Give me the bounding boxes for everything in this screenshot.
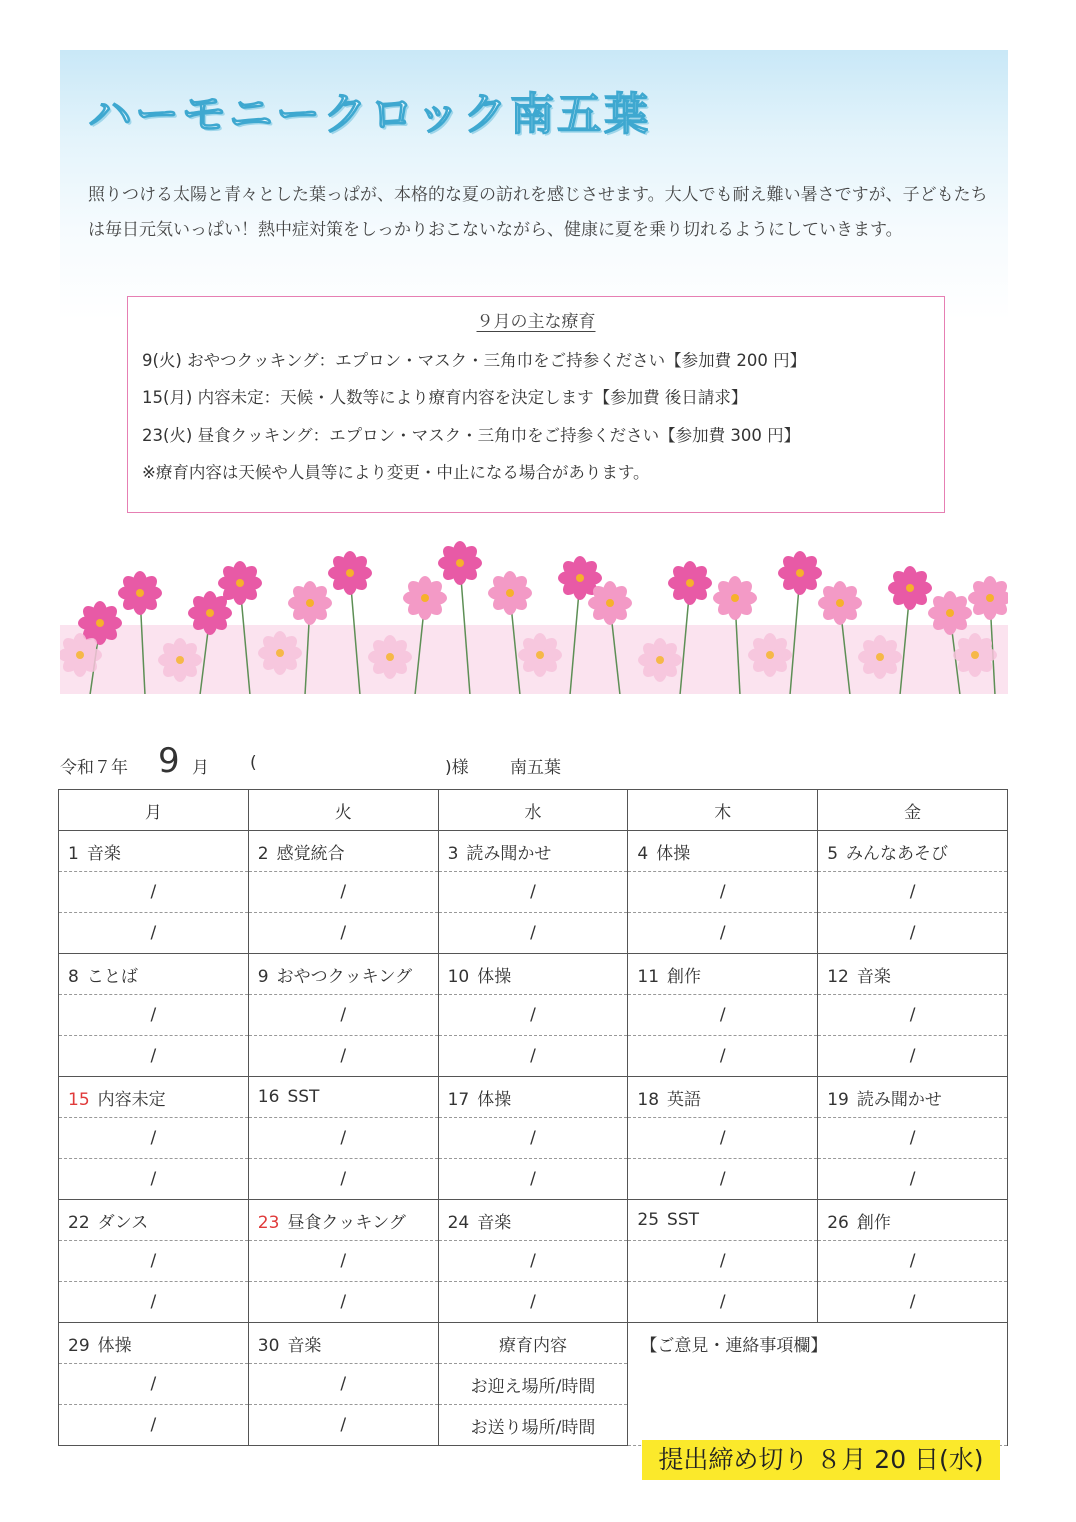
day-activity: 音楽 (477, 1212, 512, 1233)
day-cell (248, 954, 438, 995)
time-row (59, 1282, 1008, 1323)
day-cell (818, 1200, 1008, 1241)
day-number: 26 (827, 1212, 849, 1233)
page-title: ハーモニークロック南五葉 (88, 89, 652, 140)
day-cell (628, 1200, 818, 1241)
dropoff-time-field[interactable]: / (438, 1159, 628, 1200)
day-activity: 音楽 (287, 1335, 322, 1356)
weekday-header: 金 (818, 790, 1008, 831)
dropoff-time-field[interactable]: / (628, 1282, 818, 1323)
week-row (59, 831, 1008, 872)
day-activity: 体操 (477, 966, 512, 987)
dropoff-time-field[interactable]: / (59, 1282, 249, 1323)
dropoff-time-field[interactable]: / (248, 1282, 438, 1323)
day-activity: 読み聞かせ (856, 1089, 942, 1110)
notice-line-2: 15(月) 内容未定：天候・人数等により療育内容を決定します【参加費 後日請求】 (142, 388, 748, 407)
dropoff-time-field[interactable]: / (438, 1282, 628, 1323)
pickup-time-field[interactable]: / (818, 1118, 1008, 1159)
day-activity: みんなあそび (846, 843, 949, 864)
day-cell (628, 1077, 818, 1118)
time-row (59, 1118, 1008, 1159)
dropoff-time-field[interactable]: / (248, 1405, 438, 1446)
pickup-time-field[interactable]: / (818, 872, 1008, 913)
facility-name: 南五葉 (510, 758, 561, 778)
era-label: 令和７年 (60, 758, 128, 778)
day-cell (628, 954, 818, 995)
pickup-time-field[interactable]: / (248, 1118, 438, 1159)
pickup-time-field[interactable]: / (59, 872, 249, 913)
dropoff-time-field[interactable]: / (438, 1036, 628, 1077)
day-cell (248, 831, 438, 872)
month-label: 月 (192, 758, 209, 778)
day-number: 22 (68, 1212, 90, 1233)
day-number: 18 (637, 1089, 660, 1110)
header-banner (60, 50, 1008, 694)
time-row (59, 1036, 1008, 1077)
day-number: 17 (447, 1089, 470, 1110)
day-activity: 体操 (477, 1089, 512, 1110)
day-cell (438, 954, 628, 995)
pickup-time-field[interactable]: / (438, 872, 628, 913)
dropoff-time-field[interactable]: / (438, 913, 628, 954)
day-number: 23 (257, 1212, 280, 1233)
day-cell (438, 831, 628, 872)
pickup-time-field[interactable]: / (248, 872, 438, 913)
remarks-label: 【ご意見・連絡事項欄】 (640, 1336, 828, 1356)
name-close-sama: )様 (445, 758, 469, 778)
day-cell (59, 954, 249, 995)
legend-label: お送り場所/時間 (438, 1405, 628, 1446)
dropoff-time-field[interactable]: / (248, 1159, 438, 1200)
day-number: 19 (827, 1089, 849, 1110)
pickup-time-field[interactable]: / (438, 1118, 628, 1159)
pickup-time-field[interactable]: / (628, 995, 818, 1036)
dropoff-time-field[interactable]: / (59, 1405, 249, 1446)
day-number: 16 (257, 1087, 280, 1107)
day-number: 29 (68, 1335, 90, 1356)
pickup-time-field[interactable]: / (248, 1241, 438, 1282)
time-row (59, 913, 1008, 954)
legend-label: お迎え場所/時間 (438, 1364, 628, 1405)
pickup-time-field[interactable]: / (59, 1118, 249, 1159)
pickup-time-field[interactable]: / (818, 995, 1008, 1036)
day-number: 30 (257, 1335, 280, 1356)
day-number: 3 (447, 843, 459, 864)
day-activity: 英語 (667, 1089, 702, 1110)
weekday-header: 月 (59, 790, 249, 831)
day-number: 4 (637, 843, 649, 864)
weekday-header: 水 (438, 790, 628, 831)
dropoff-time-field[interactable]: / (248, 1036, 438, 1077)
weekday-header: 火 (248, 790, 438, 831)
pickup-time-field[interactable]: / (438, 995, 628, 1036)
dropoff-time-field[interactable]: / (818, 913, 1008, 954)
time-row (59, 1159, 1008, 1200)
day-activity: 体操 (656, 843, 691, 864)
day-activity: 音楽 (856, 966, 891, 987)
day-cell (248, 1323, 438, 1364)
notice-title: ９月の主な療育 (476, 312, 596, 332)
day-cell (248, 1200, 438, 1241)
time-row (59, 872, 1008, 913)
day-activity: 体操 (97, 1335, 132, 1356)
week-row (59, 1323, 1008, 1364)
day-cell (59, 1200, 249, 1241)
day-cell (59, 1077, 249, 1118)
day-number: 5 (827, 843, 839, 864)
time-row (59, 1241, 1008, 1282)
pickup-time-field[interactable]: / (59, 1364, 249, 1405)
day-activity: 創作 (856, 1212, 891, 1233)
day-activity: ダンス (97, 1212, 149, 1233)
dropoff-time-field[interactable]: / (818, 1159, 1008, 1200)
day-number: 9 (257, 966, 269, 987)
legend-label: 療育内容 (438, 1323, 628, 1364)
pickup-time-field[interactable]: / (628, 1118, 818, 1159)
intro-text: 照りつける太陽と青々とした葉っぱが、本格的な夏の訪れを感じさせます。大人でも耐え難い暑さですが、子どもたちは毎日元気いっぱい！熱中症対策をしっかりおこないながら、健康に夏を乗り切れるようにしていきます。 (88, 185, 988, 240)
pickup-time-field[interactable]: / (628, 872, 818, 913)
time-row (59, 995, 1008, 1036)
pickup-time-field[interactable]: / (438, 1241, 628, 1282)
day-activity: ことば (86, 966, 138, 987)
cosmos-flowers-illustration (60, 505, 1008, 694)
dropoff-time-field[interactable]: / (248, 913, 438, 954)
weekday-header: 木 (628, 790, 818, 831)
month-number: 9 (158, 741, 180, 781)
week-row (59, 954, 1008, 995)
dropoff-time-field[interactable]: / (59, 913, 249, 954)
day-activity: 感覚統合 (276, 843, 345, 864)
day-number: 2 (257, 843, 269, 864)
day-number: 8 (68, 966, 79, 987)
dropoff-time-field[interactable]: / (818, 1036, 1008, 1077)
dropoff-time-field[interactable]: / (818, 1282, 1008, 1323)
day-activity: 昼食クッキング (287, 1212, 406, 1233)
notice-line-1: 9(火) おやつクッキング：エプロン・マスク・三角巾をご持参ください【参加費 200 円】 (142, 351, 807, 370)
notice-box (127, 296, 945, 513)
notice-line-4: ※療育内容は天候や人員等により変更・中止になる場合があります。 (142, 463, 650, 482)
day-number: 10 (447, 966, 470, 987)
day-number: 24 (447, 1212, 470, 1233)
attendance-calendar (58, 789, 1008, 1446)
day-activity: 読み聞かせ (466, 843, 552, 864)
day-cell (59, 831, 249, 872)
day-cell (818, 954, 1008, 995)
day-number: 12 (827, 966, 849, 987)
day-number: 15 (68, 1089, 90, 1110)
pickup-time-field[interactable]: / (818, 1241, 1008, 1282)
day-activity: 創作 (667, 966, 702, 987)
day-cell (818, 1077, 1008, 1118)
day-cell (438, 1200, 628, 1241)
dropoff-time-field[interactable]: / (59, 1036, 249, 1077)
deadline-banner: 提出締め切り ８月 20 日(水) (642, 1440, 1000, 1480)
dropoff-time-field[interactable]: / (628, 1159, 818, 1200)
day-cell (818, 831, 1008, 872)
day-activity: 音楽 (86, 843, 121, 864)
day-cell (248, 1077, 438, 1118)
notice-line-3: 23(火) 昼食クッキング：エプロン・マスク・三角巾をご持参ください【参加費 300 円】 (142, 426, 801, 445)
week-row (59, 1200, 1008, 1241)
day-activity: 内容未定 (97, 1089, 166, 1110)
day-cell (59, 1323, 249, 1364)
name-open-paren: ( (250, 753, 257, 773)
day-activity: おやつクッキング (276, 966, 413, 987)
remarks-field[interactable] (628, 1323, 1008, 1446)
pickup-time-field[interactable]: / (59, 995, 249, 1036)
day-number: 11 (637, 966, 660, 987)
pickup-time-field[interactable]: / (248, 995, 438, 1036)
dropoff-time-field[interactable]: / (628, 1036, 818, 1077)
dropoff-time-field[interactable]: / (628, 913, 818, 954)
day-cell (628, 831, 818, 872)
pickup-time-field[interactable]: / (59, 1241, 249, 1282)
pickup-time-field[interactable]: / (628, 1241, 818, 1282)
week-row (59, 1077, 1008, 1118)
weekday-header-row (59, 790, 1008, 831)
day-activity: SST (667, 1210, 699, 1230)
pickup-time-field[interactable]: / (248, 1364, 438, 1405)
dropoff-time-field[interactable]: / (59, 1159, 249, 1200)
day-number: 1 (68, 843, 79, 864)
day-cell (438, 1077, 628, 1118)
day-number: 25 (637, 1210, 660, 1230)
day-activity: SST (287, 1087, 320, 1107)
